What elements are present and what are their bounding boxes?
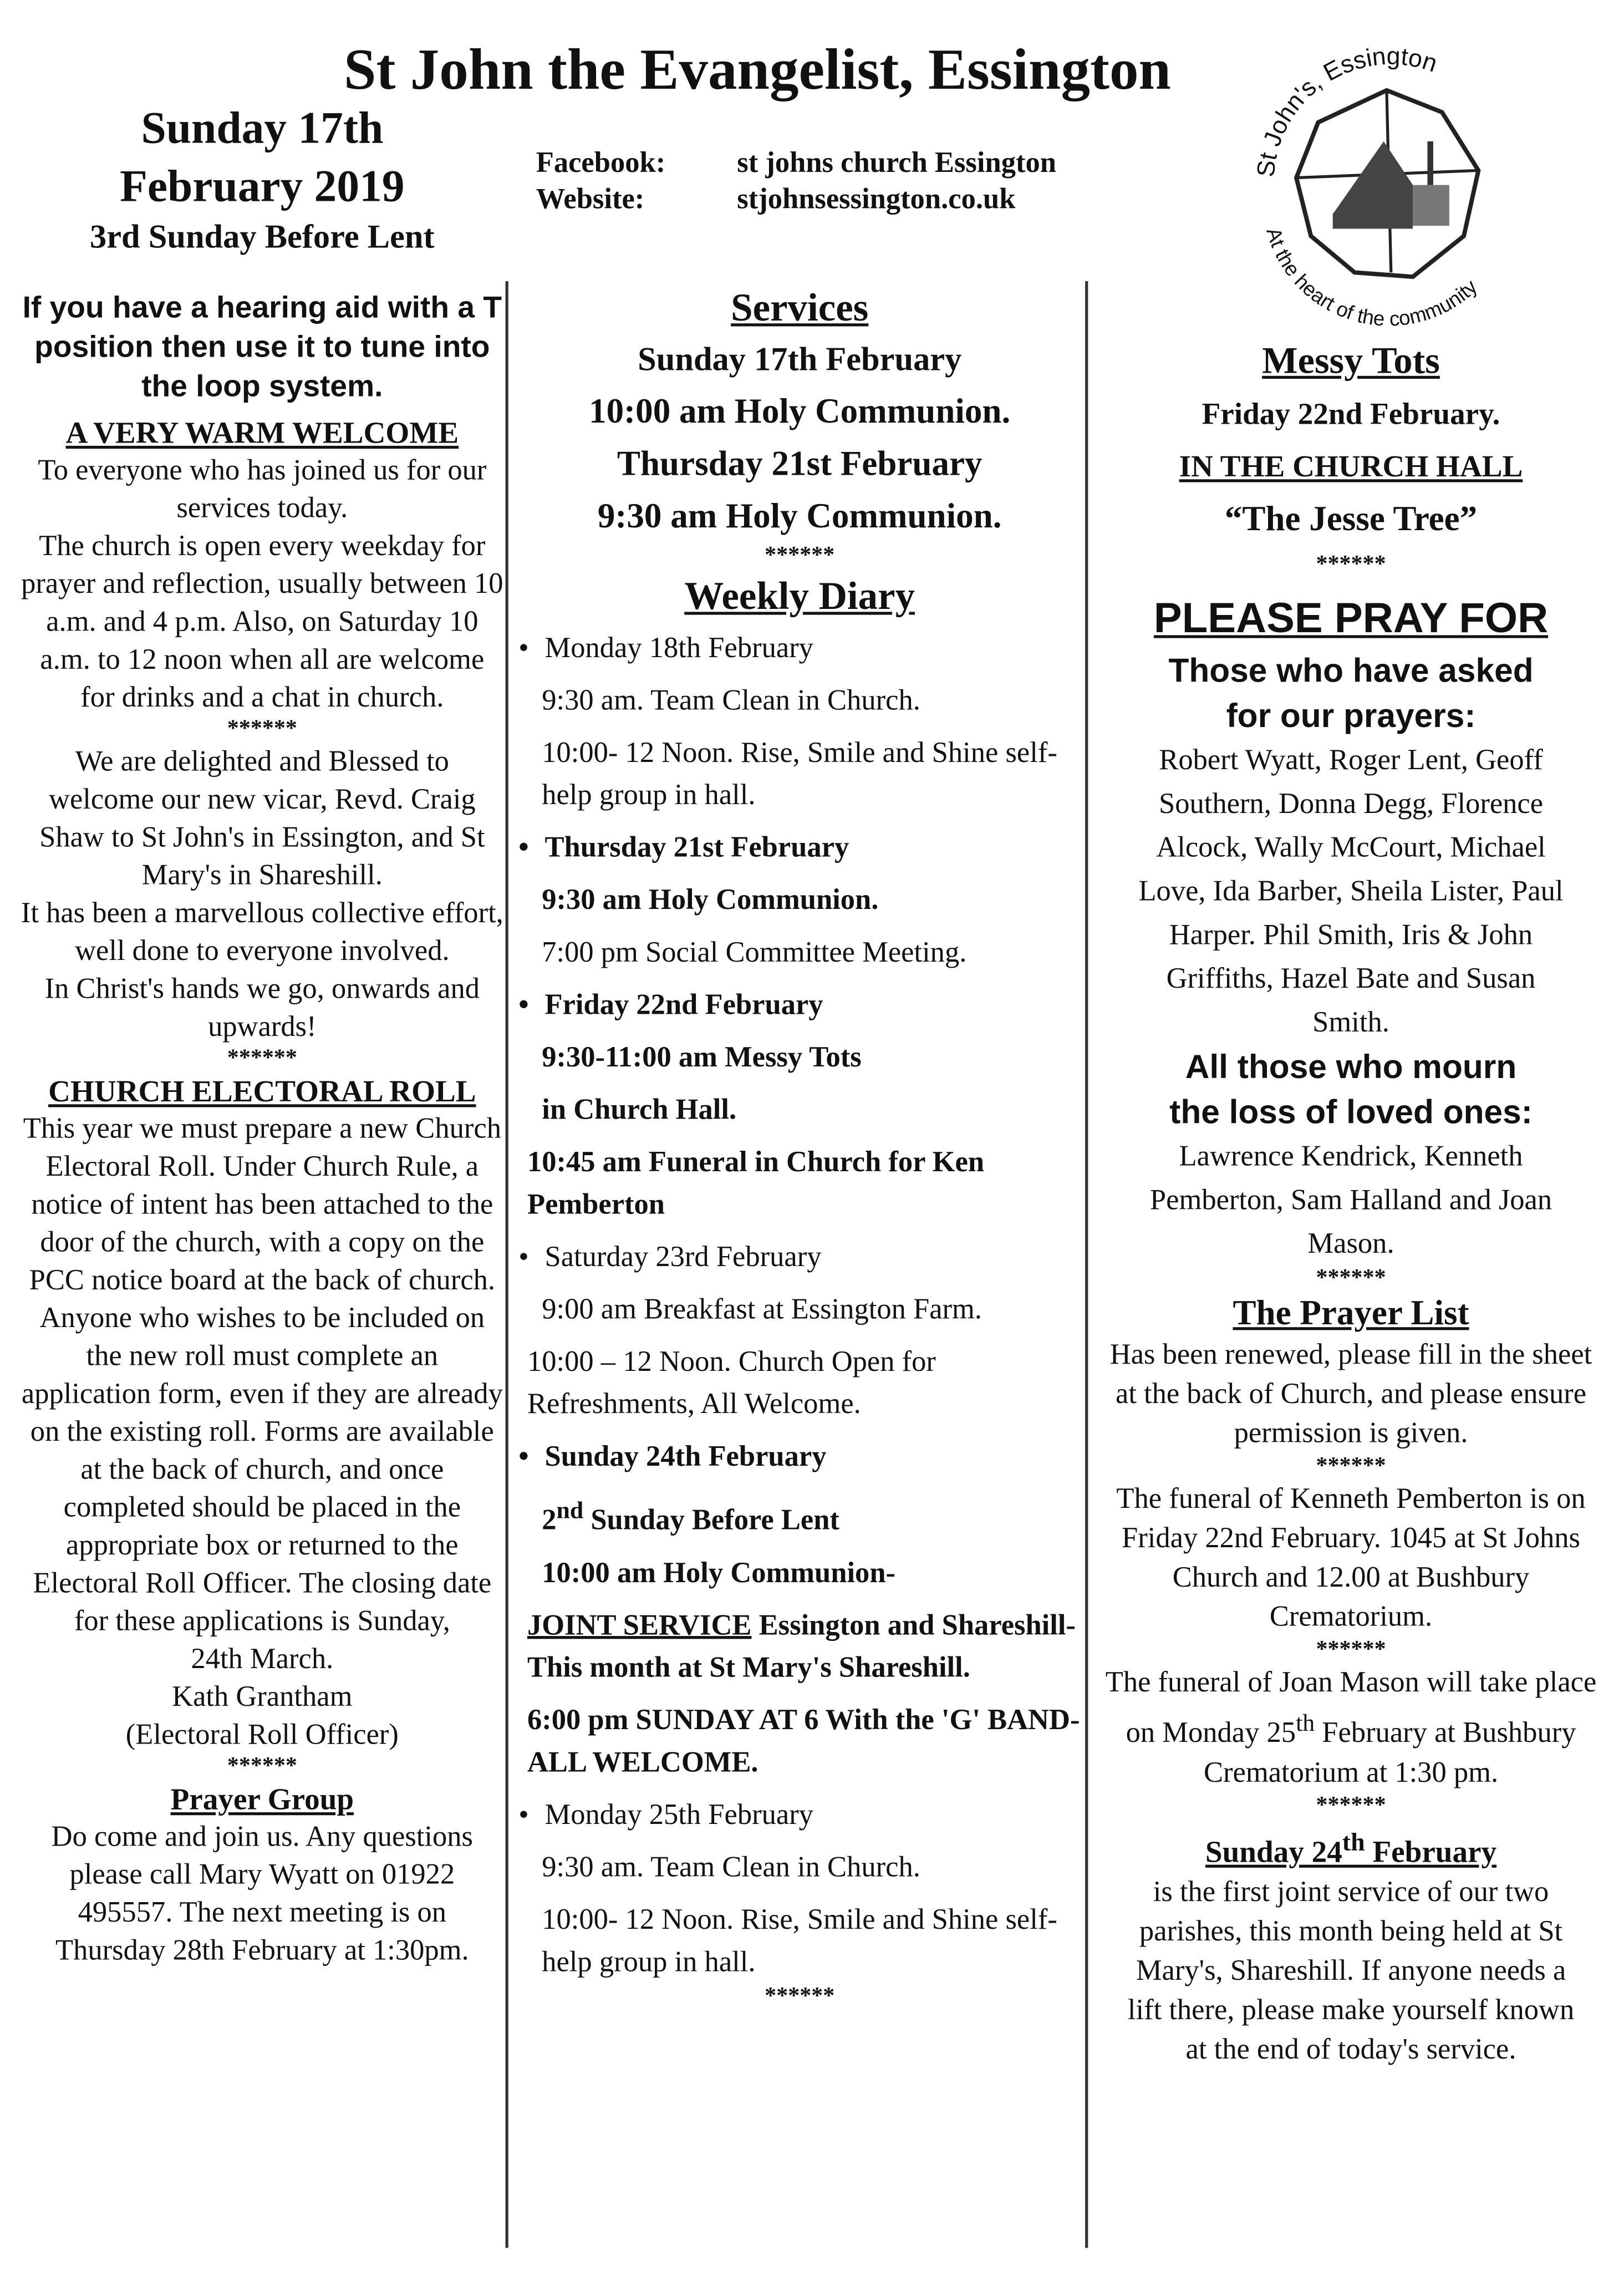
separator: ****** (765, 1984, 835, 2009)
prayers-asked-names: Robert Wyatt, Roger Lent, Geoff Southern, Donna Degg, Florence Alcock, Wally McCourt, Michael Love, Ida Barber, Sheila Lister, Paul Harper. Phil Smith, Iris & John Griffiths, Hazel Bate and Susan Smith. (1138, 744, 1564, 1039)
website-label: Website: (536, 184, 645, 216)
diary-day: • Monday 25th February (518, 1798, 813, 1831)
prayer-list-heading: The Prayer List (1233, 1295, 1469, 1333)
diary-day-label: Thursday 21st February (544, 832, 849, 864)
weekly-diary-heading: Weekly Diary (684, 574, 915, 618)
prayer-group-text: Do come and join us. Any questions please call Mary Wyatt on 01922 495557. The next meeting is on Thursday 28th February at 1:30pm. (51, 1821, 474, 1967)
diary-day: • Sunday 24th February (518, 1441, 827, 1473)
diary-entry: 7:00 pm Social Committee Meeting. (542, 937, 967, 969)
mourners-heading: All those who mourn the loss of loved ones: (1169, 1047, 1533, 1131)
service-date: Thursday 21st February (617, 445, 982, 484)
diary-entry (516, 1489, 1084, 1542)
heading-text: February (1365, 1833, 1497, 1869)
electoral-roll-heading: CHURCH ELECTORAL ROLL (48, 1074, 476, 1109)
please-pray-heading: PLEASE PRAY FOR (1153, 596, 1549, 643)
left-column (21, 288, 504, 1970)
diary-entry: 9:30 am. Team Clean in Church. (542, 1851, 920, 1883)
vicar-text: We are delighted and Blessed to welcome our new vicar, Revd. Craig Shaw to St John's in Essington, and St Mary's in Shareshill. (39, 746, 485, 892)
electoral-roll-date: 24th March. (191, 1643, 334, 1676)
funeral-notice (1099, 1664, 1602, 1793)
service-date: Sunday 17th February (638, 340, 962, 378)
services-block (516, 281, 1084, 622)
joint-service-heading (1099, 1819, 1602, 1873)
contact-info (536, 146, 1056, 218)
diary-entry: 10:45 am Funeral in Church for Ken Pemberton (527, 1146, 985, 1221)
prayer-list-text: Has been renewed, please fill in the sheet at the back of Church, and please ensure permission is given. (1109, 1339, 1592, 1450)
church-logo (1231, 32, 1544, 331)
funeral-text: The funeral of Joan Mason will take place on Monday 25 (1105, 1666, 1597, 1750)
diary-day-label: Saturday 23rd February (544, 1241, 822, 1273)
messy-tots-title: “The Jesse Tree” (1224, 501, 1478, 539)
separator: ****** (227, 1046, 297, 1071)
diary-entry: 9:30 am. Team Clean in Church. (542, 684, 920, 717)
service-time: 10:00 am Holy Communion. (589, 393, 1011, 431)
effort-text: It has been a marvellous collective effort, well done to everyone involved. (21, 897, 503, 968)
joint-service-text: is the first joint service of our two parishes, this month being held at St Mary's, Shareshill. If anyone needs a lift there, please make yourself known at the end of today's service. (1127, 1876, 1575, 2066)
diary-day: • Saturday 23rd February (518, 1241, 822, 1273)
diary-day-label: Friday 22nd February (544, 989, 823, 1021)
electoral-roll-officer-name: Kath Grantham (172, 1681, 353, 1714)
right-column (1099, 339, 1602, 2070)
messy-tots-heading: Messy Tots (1262, 339, 1440, 382)
diary-entry: in Church Hall. (542, 1094, 737, 1126)
electoral-roll-text: This year we must prepare a new Church Electoral Roll. Under Church Rule, a notice of intent has been attached to the door of the church, with a copy on the PCC notice board at the back of church. Anyone who wishes to be included on the new roll must complete an application form, even if they are already on the existing roll. Forms are available at the back of church, and once completed should be placed in the appropriate box or returned to the Electoral Roll Officer. The closing date for these applications is Sunday, (21, 1113, 503, 1638)
separator: ****** (227, 716, 297, 742)
diary-day-label: Monday 25th February (544, 1798, 813, 1831)
date-block (29, 99, 496, 260)
funeral-text: February at Bushbury Crematorium at 1:30 pm. (1203, 1717, 1576, 1789)
funeral-notice: The funeral of Kenneth Pemberton is on Friday 22nd February. 1045 at St Johns Church and 12.00 at Bushbury Crematorium. (1116, 1483, 1586, 1633)
messy-tots-place: IN THE CHURCH HALL (1179, 449, 1523, 484)
diary-day: • Thursday 21st February (518, 832, 849, 864)
diary-entry: 10:00- 12 Noon. Rise, Smile and Shine self-help group in hall. (542, 1903, 1057, 1978)
date-month: February 2019 (120, 160, 405, 211)
ordinal-suffix: th (1296, 1709, 1315, 1737)
opening-text: The church is open every weekday for prayer and reflection, usually between 10 a.m. and 4 p.m. Also, on Saturday 10 a.m. to 12 noon when all are welcome for drinks and a chat in church. (21, 530, 503, 714)
date-day: Sunday 17th (141, 101, 384, 153)
separator: ****** (1316, 1453, 1386, 1479)
prayers-asked-heading: Those who have asked for our prayers: (1168, 651, 1534, 735)
ordinal-suffix: nd (556, 1496, 584, 1524)
center-column (516, 281, 1084, 2010)
separator: ****** (1316, 1792, 1386, 1818)
separator: ****** (227, 1754, 297, 1779)
hearing-loop-notice: If you have a hearing aid with a T position then use it to tune into the loop system. (22, 291, 502, 404)
messy-tots-date: Friday 22nd February. (1202, 396, 1500, 431)
liturgical-day: 3rd Sunday Before Lent (90, 218, 435, 255)
svg-text:At the heart of the community: At the heart of the community (1262, 225, 1482, 331)
diary-entry: 9:30 am Holy Communion. (542, 884, 879, 917)
welcome-text: To everyone who has joined us for our services today. (38, 454, 487, 525)
ordinal: 2 (542, 1504, 557, 1537)
column-divider (506, 281, 508, 2248)
svg-text:St John's, Essington: St John's, Essington (1252, 42, 1441, 179)
diary-entry: 9:00 am Breakfast at Essington Farm. (542, 1293, 982, 1326)
heading-text: Sunday 24 (1205, 1833, 1342, 1869)
joint-service-label: JOINT SERVICE (527, 1609, 752, 1641)
website-value: stjohnsessington.co.uk (737, 184, 1016, 216)
entry-text: Essington and Shareshill-This month at St Mary's Shareshill. (527, 1609, 1076, 1684)
christ-text: In Christ's hands we go, onwards and upwards! (44, 973, 480, 1043)
service-time: 9:30 am Holy Communion. (597, 498, 1002, 536)
diary-day-label: Monday 18th February (544, 632, 813, 664)
separator: ****** (1316, 1266, 1386, 1291)
diary-entry: 10:00 am Holy Communion- (542, 1557, 896, 1589)
facebook-value: st johns church Essington (737, 147, 1056, 180)
prayer-group-heading: Prayer Group (170, 1781, 354, 1817)
weekly-diary (516, 628, 1084, 2010)
diary-entry: 9:30-11:00 am Messy Tots (542, 1041, 862, 1074)
electoral-roll-officer-role: (Electoral Roll Officer) (125, 1719, 399, 1751)
separator: ****** (1316, 552, 1386, 577)
mourners-names: Lawrence Kendrick, Kenneth Pemberton, Sam Halland and Joan Mason. (1149, 1140, 1552, 1261)
services-heading: Services (731, 285, 869, 329)
diary-entry: 6:00 pm SUNDAY AT 6 With the 'G' BAND-ALL WELCOME. (527, 1704, 1080, 1778)
welcome-heading: A VERY WARM WELCOME (65, 415, 459, 450)
diary-entry: 10:00 – 12 Noon. Church Open for Refreshments, All Welcome. (527, 1346, 936, 1421)
diary-entry: 10:00- 12 Noon. Rise, Smile and Shine self-help group in hall. (542, 737, 1057, 812)
entry-text: Sunday Before Lent (583, 1504, 839, 1537)
ordinal-suffix: th (1342, 1826, 1365, 1856)
diary-day: • Friday 22nd February (518, 989, 823, 1021)
facebook-label: Facebook: (536, 147, 666, 180)
diary-day: • Monday 18th February (518, 632, 813, 664)
page-title: St John the Evangelist, Essington (344, 36, 1171, 102)
diary-entry (516, 1605, 1084, 1689)
diary-day-label: Sunday 24th February (544, 1441, 827, 1473)
separator: ****** (1316, 1637, 1386, 1663)
separator: ****** (765, 543, 835, 568)
column-divider (1085, 281, 1088, 2248)
